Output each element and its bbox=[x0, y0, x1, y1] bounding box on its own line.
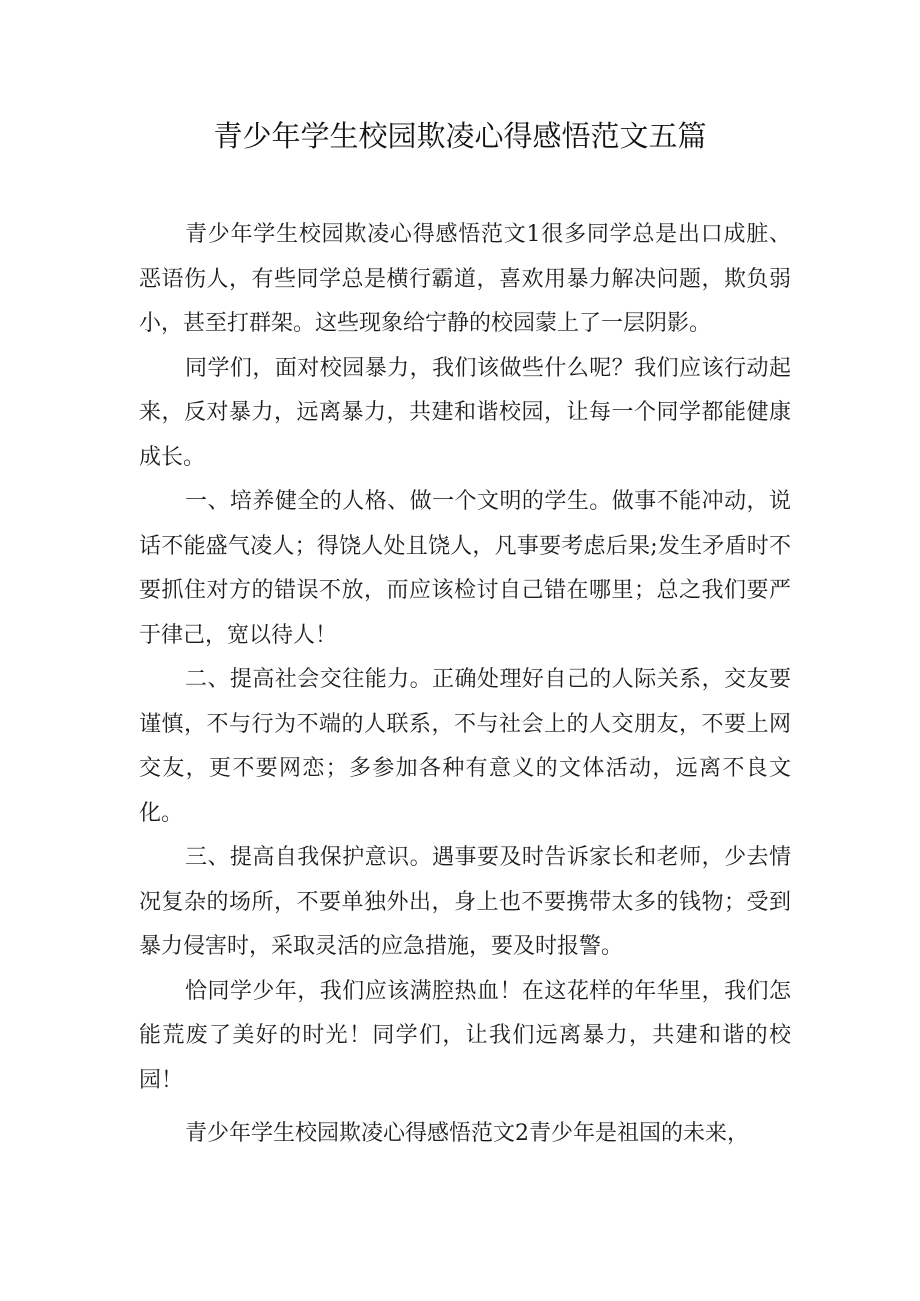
essay-1-paragraph-6: 恰同学少年，我们应该满腔热血！在这花样的年华里，我们怎能荒废了美好的时光！同学们，让我们远离暴力，共建和谐的校园！ bbox=[139, 978, 791, 1093]
essay-1-paragraph-5: 三、提高自我保护意识。遇事要及时告诉家长和老师，少去情况复杂的场所，不要单独外出，身上也不要携带太多的钱物；受到暴力侵害时，采取灵活的应急措施，要及时报警。 bbox=[139, 845, 791, 959]
essay-2 bbox=[139, 1112, 791, 1157]
essay-1-paragraph-4: 二、提高社会交往能力。正确处理好自己的人际关系，交友要谨慎，不与行为不端的人联系，不与社会上的人交朋友，不要上网交友，更不要网恋；多参加各种有意义的文体活动，远离不良文化。 bbox=[139, 667, 791, 826]
essay-2-paragraph-1: 青少年学生校园欺凌心得感悟范文2青少年是祖国的未来， bbox=[185, 1121, 749, 1146]
essay-1 bbox=[139, 213, 791, 1103]
essay-1-paragraph-1: 青少年学生校园欺凌心得感悟范文1很多同学总是出口成脏、恶语伤人，有些同学总是横行霸道，喜欢用暴力解决问题，欺负弱小，甚至打群架。这些现象给宁静的校园蒙上了一层阴影。 bbox=[139, 222, 791, 336]
document-title: 青少年学生校园欺凌心得感悟范文五篇 bbox=[213, 119, 707, 153]
essay-1-paragraph-3: 一、培养健全的人格、做一个文明的学生。做事不能冲动，说话不能盛气凌人；得饶人处且饶人，凡事要考虑后果;发生矛盾时不要抓住对方的错误不放，而应该检讨自己错在哪里；总之我们要严于律己，宽以待人！ bbox=[139, 489, 791, 648]
essay-1-paragraph-2: 同学们，面对校园暴力，我们该做些什么呢？我们应该行动起来，反对暴力，远离暴力，共建和谐校园，让每一个同学都能健康成长。 bbox=[139, 355, 791, 470]
